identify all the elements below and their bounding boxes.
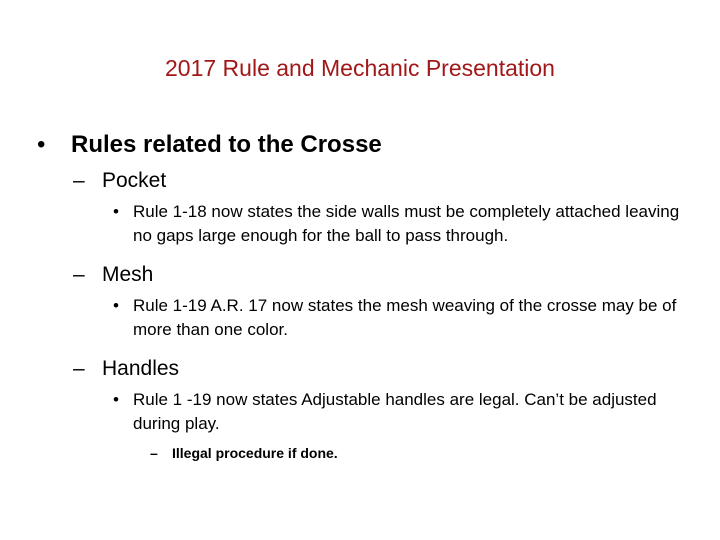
bullet-dot-icon: •: [113, 202, 119, 221]
handles-rule: [0, 388, 720, 436]
mesh-label: Mesh: [102, 263, 154, 286]
pocket-heading: [0, 166, 720, 196]
dash-icon: –: [73, 169, 85, 192]
slide-content: [0, 128, 720, 464]
mesh-heading: [0, 260, 720, 290]
mesh-rule: [0, 294, 720, 342]
handles-heading: [0, 354, 720, 384]
bullet-dot-icon: •: [113, 296, 119, 315]
mesh-rule-text: Rule 1-19 A.R. 17 now states the mesh weaving of the crosse may be of more than one color.: [133, 296, 677, 339]
handles-rule-text: Rule 1 -19 now states Adjustable handles are legal. Can’t be adjusted during play.: [133, 390, 657, 433]
main-bullet: [0, 128, 720, 162]
pocket-label: Pocket: [102, 169, 167, 192]
handles-sub-rule-text: Illegal procedure if done.: [172, 445, 338, 461]
pocket-rule: [0, 200, 720, 248]
main-bullet-text: Rules related to the Crosse: [71, 131, 382, 158]
slide-title: 2017 Rule and Mechanic Presentation: [165, 55, 555, 81]
dash-icon: –: [150, 445, 158, 461]
dash-icon: –: [73, 263, 85, 286]
handles-label: Handles: [102, 357, 180, 380]
bullet-dot-icon: •: [37, 131, 46, 158]
dash-icon: –: [73, 357, 85, 380]
pocket-rule-text: Rule 1-18 now states the side walls must be completely attached leaving no gaps large enough for the ball to pass through.: [133, 202, 680, 245]
handles-sub-rule: [0, 442, 720, 464]
bullet-dot-icon: •: [113, 390, 119, 409]
